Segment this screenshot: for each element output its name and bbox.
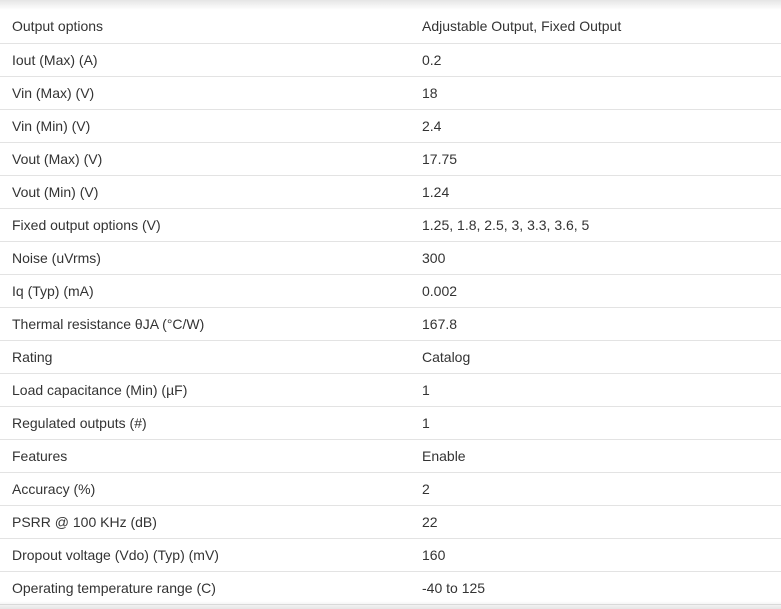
table-row: [0, 241, 781, 274]
param-name: Iq (Typ) (mA): [0, 274, 410, 307]
param-name: Thermal resistance θJA (°C/W): [0, 307, 410, 340]
param-value: 22: [410, 505, 781, 538]
table-row: [0, 439, 781, 472]
param-value: Catalog: [410, 340, 781, 373]
table-row: [0, 340, 781, 373]
param-value: 18: [410, 76, 781, 109]
param-value: Enable: [410, 439, 781, 472]
param-name: Noise (uVrms): [0, 241, 410, 274]
table-row: [0, 109, 781, 142]
table-row: [0, 538, 781, 571]
param-value: 2.4: [410, 109, 781, 142]
param-value: 0.002: [410, 274, 781, 307]
table-row: [0, 76, 781, 109]
param-value: 167.8: [410, 307, 781, 340]
param-name: Regulated outputs (#): [0, 406, 410, 439]
param-name: Load capacitance (Min) (µF): [0, 373, 410, 406]
table-row: [0, 505, 781, 538]
param-name: Dropout voltage (Vdo) (Typ) (mV): [0, 538, 410, 571]
param-name: PSRR @ 100 KHz (dB): [0, 505, 410, 538]
param-name: Vin (Min) (V): [0, 109, 410, 142]
param-name: Vin (Max) (V): [0, 76, 410, 109]
table-row: [0, 43, 781, 76]
param-value: -40 to 125: [410, 571, 781, 604]
param-value: 300: [410, 241, 781, 274]
table-row: [0, 274, 781, 307]
param-value: 160: [410, 538, 781, 571]
table-row: [0, 373, 781, 406]
table-row: [0, 142, 781, 175]
param-name: Vout (Max) (V): [0, 142, 410, 175]
param-name: Operating temperature range (C): [0, 571, 410, 604]
param-value: 0.2: [410, 43, 781, 76]
param-value: 2: [410, 472, 781, 505]
param-name: Accuracy (%): [0, 472, 410, 505]
param-name: Fixed output options (V): [0, 208, 410, 241]
param-value: 1: [410, 373, 781, 406]
param-name: Rating: [0, 340, 410, 373]
table-row: [0, 208, 781, 241]
spec-table-body: [0, 10, 781, 604]
param-value: 1: [410, 406, 781, 439]
param-value: 1.25, 1.8, 2.5, 3, 3.3, 3.6, 5: [410, 208, 781, 241]
param-value: Adjustable Output, Fixed Output: [410, 10, 781, 43]
param-name: Vout (Min) (V): [0, 175, 410, 208]
param-value: 1.24: [410, 175, 781, 208]
param-name: Iout (Max) (A): [0, 43, 410, 76]
table-row: [0, 307, 781, 340]
param-name: Features: [0, 439, 410, 472]
table-row: [0, 406, 781, 439]
table-row: [0, 10, 781, 43]
table-row: [0, 472, 781, 505]
top-edge-shadow: [0, 0, 781, 10]
table-row: [0, 571, 781, 604]
spec-table: [0, 10, 781, 605]
param-name: Output options: [0, 10, 410, 43]
table-row: [0, 175, 781, 208]
param-value: 17.75: [410, 142, 781, 175]
